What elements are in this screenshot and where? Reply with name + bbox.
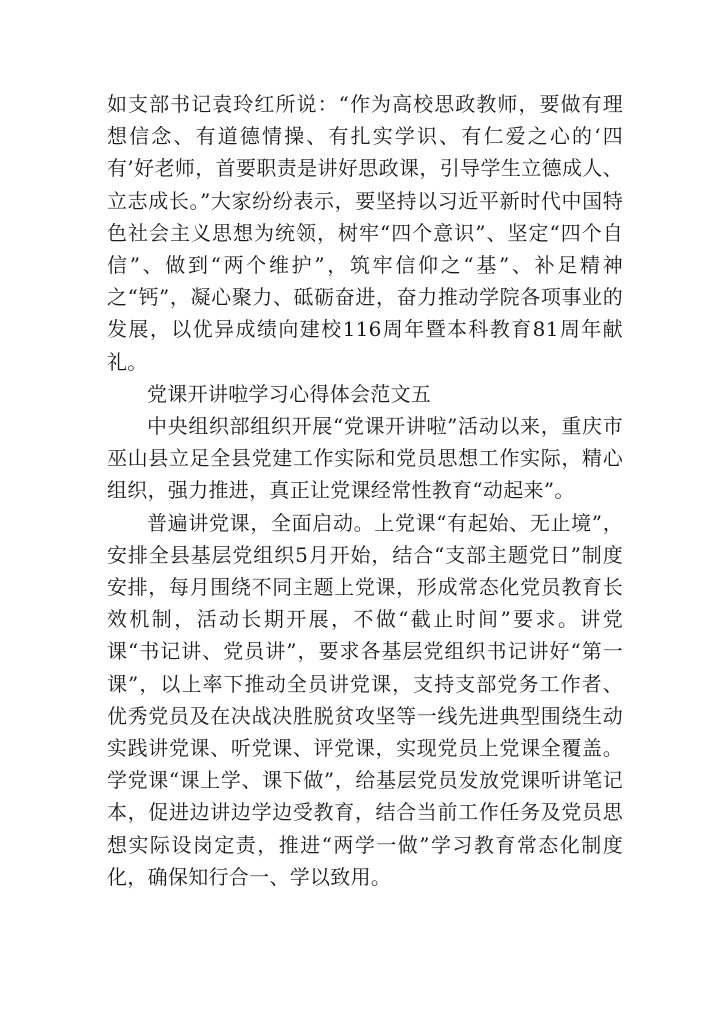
document-body [107,88,623,893]
paragraph-intro: 中央组织部组织开展“党课开讲啦”活动以来，重庆市巫山县立足全县党建工作实际和党员思想工作实际，精心组织，强力推进，真正让党课经常性教育“动起来”。 [107,414,623,503]
paragraph-body: 普遍讲党课，全面启动。上党课“有起始、无止境”，安排全县基层党组织5月开始，结合“支部主题党日”制度安排，每月围绕不同主题上党课，形成常态化党员教育长效机制，活动长期开展，不做“截止时间”要求。讲党课“书记讲、党员讲”，要求各基层党组织书记讲好“第一课”，以上率下推动全员讲党课，支持支部党务工作者、优秀党员及在决战决胜脱贫攻坚等一线先进典型围绕生动实践讲党课、听党课、评党课，实现党员上党课全覆盖。学党课“课上学、课下做”，给基层党员发放党课听讲笔记本，促进边讲边学边受教育，结合当前工作任务及党员思想实际设岗定责，推进“两学一做”学习教育常态化制度化，确保知行合一、学以致用。 [107,510,623,889]
paragraph-quote-conclusion: 如支部书记袁玲红所说：“作为高校思政教师，要做有理想信念、有道德情操、有扎实学识、有仁爱之心的‘四有’好老师，首要职责是讲好思政课，引导学生立德成人、立志成长。”大家纷纷表示，要坚持以习近平新时代中国特色社会主义思想为统领，树牢“四个意识”、坚定“四个自信”、做到“两个维护”，筑牢信仰之“基”、补足精神之“钙”，凝心聚力、砥砺奋进，奋力推动学院各项事业的发展，以优异成绩向建校116周年暨本科教育81周年献礼。 [107,92,623,374]
section-heading: 党课开讲啦学习心得体会范文五 [147,381,432,406]
